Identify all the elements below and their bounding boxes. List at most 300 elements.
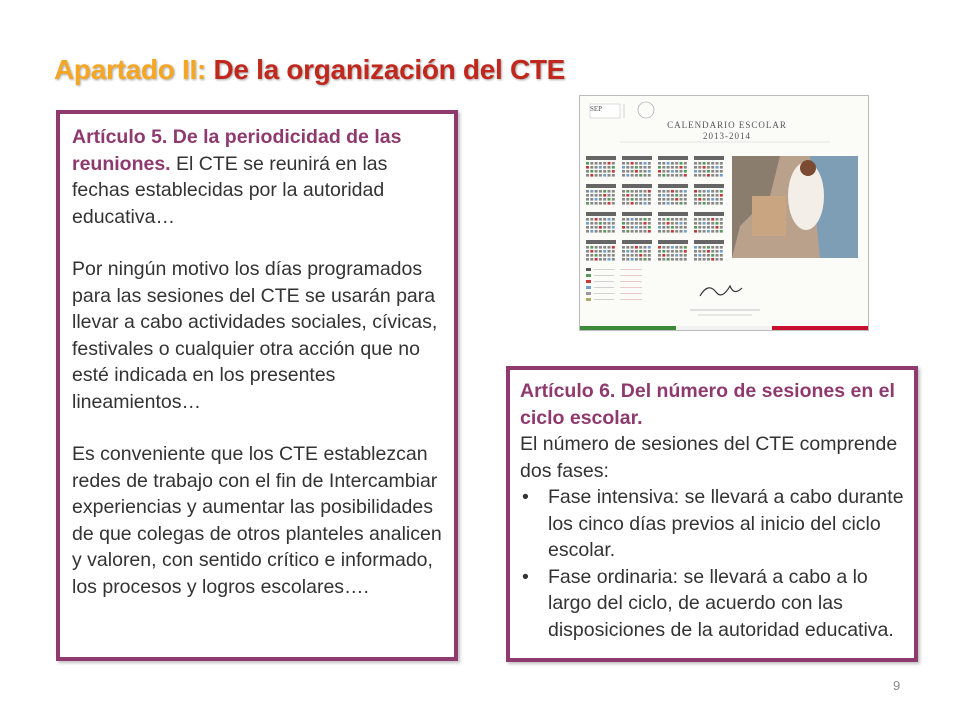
calendar-title-line1: CALENDARIO ESCOLAR — [667, 120, 787, 130]
calendar-day-cell — [626, 226, 629, 229]
calendar-day-cell — [590, 250, 593, 253]
calendar-day-cell — [603, 194, 606, 197]
calendar-day-cell — [658, 226, 661, 229]
calendar-day-cell — [720, 190, 723, 193]
calendar-day-cell — [595, 194, 598, 197]
calendar-day-cell — [608, 198, 611, 201]
calendar-day-cell — [595, 202, 598, 205]
calendar-day-cell — [608, 190, 611, 193]
calendar-day-cell — [703, 230, 706, 233]
calendar-day-cell — [694, 226, 697, 229]
calendar-day-cell — [639, 246, 642, 249]
calendar-day-cell — [631, 218, 634, 221]
calendar-day-cell — [644, 218, 647, 221]
calendar-day-cell — [595, 230, 598, 233]
calendar-day-cell — [631, 246, 634, 249]
calendar-day-cell — [716, 190, 719, 193]
calendar-month-header — [586, 212, 616, 216]
calendar-day-cell — [667, 218, 670, 221]
calendar-day-cell — [644, 162, 647, 165]
calendar-day-cell — [667, 202, 670, 205]
calendar-legend-swatch — [586, 280, 591, 283]
calendar-day-cell — [599, 222, 602, 225]
calendar-day-cell — [707, 258, 710, 261]
calendar-day-cell — [631, 170, 634, 173]
calendar-day-cell — [698, 166, 701, 169]
calendar-day-cell — [662, 258, 665, 261]
calendar-day-cell — [675, 166, 678, 169]
calendar-day-cell — [590, 170, 593, 173]
calendar-day-cell — [644, 222, 647, 225]
article-6-box — [506, 366, 918, 662]
calendar-day-cell — [631, 190, 634, 193]
calendar-day-cell — [698, 254, 701, 257]
calendar-day-cell — [595, 190, 598, 193]
calendar-day-cell — [648, 162, 651, 165]
calendar-day-cell — [590, 202, 593, 205]
calendar-day-cell — [603, 162, 606, 165]
article-5-paragraph-3: Es conveniente que los CTE establezcan redes de trabajo con el fin de Intercambiar experiencias y aumentar las posibilidades de que colegas de otros planteles analicen y valoren, con sentido crítico e informado, los procesos y logros escolares…. — [72, 443, 442, 598]
calendar-day-cell — [603, 258, 606, 261]
calendar-day-cell — [612, 162, 615, 165]
calendar-month-header — [694, 240, 724, 244]
calendar-day-cell — [707, 246, 710, 249]
calendar-day-cell — [703, 198, 706, 201]
calendar-day-cell — [631, 230, 634, 233]
calendar-day-cell — [658, 162, 661, 165]
calendar-day-cell — [703, 222, 706, 225]
article-5-box — [56, 110, 458, 661]
calendar-day-cell — [631, 254, 634, 257]
calendar-day-cell — [711, 194, 714, 197]
calendar-day-cell — [671, 174, 674, 177]
calendar-day-cell — [626, 202, 629, 205]
calendar-day-cell — [662, 202, 665, 205]
calendar-legend-swatch — [586, 268, 591, 271]
calendar-day-cell — [698, 194, 701, 197]
calendar-day-cell — [608, 194, 611, 197]
calendar-day-cell — [707, 226, 710, 229]
calendar-day-cell — [622, 226, 625, 229]
calendar-day-cell — [590, 222, 593, 225]
calendar-day-cell — [716, 254, 719, 257]
calendar-day-cell — [658, 258, 661, 261]
article-6-bullet-intensiva — [520, 484, 904, 564]
article-5-heading: Artículo 5. De la periodicidad de las reuniones. — [72, 126, 402, 175]
calendar-day-cell — [694, 254, 697, 257]
calendar-day-cell — [599, 170, 602, 173]
calendar-day-cell — [684, 222, 687, 225]
calendar-day-cell — [711, 222, 714, 225]
calendar-day-cell — [675, 222, 678, 225]
calendar-day-cell — [586, 230, 589, 233]
calendar-day-cell — [711, 230, 714, 233]
calendar-day-cell — [684, 230, 687, 233]
calendar-day-cell — [720, 222, 723, 225]
calendar-day-cell — [703, 250, 706, 253]
calendar-day-cell — [586, 170, 589, 173]
calendar-day-cell — [667, 170, 670, 173]
calendar-day-cell — [675, 246, 678, 249]
calendar-day-cell — [703, 174, 706, 177]
calendar-day-cell — [644, 258, 647, 261]
calendar-day-cell — [680, 194, 683, 197]
calendar-day-cell — [675, 194, 678, 197]
article-6-heading: Artículo 6. Del número de sesiones en el ciclo escolar. — [520, 380, 895, 429]
calendar-day-cell — [675, 230, 678, 233]
calendar-day-cell — [635, 170, 638, 173]
calendar-day-cell — [590, 226, 593, 229]
calendar-day-cell — [626, 162, 629, 165]
calendar-day-cell — [639, 190, 642, 193]
calendar-day-cell — [631, 258, 634, 261]
calendar-day-cell — [635, 258, 638, 261]
calendar-day-cell — [720, 202, 723, 205]
calendar-day-cell — [720, 194, 723, 197]
calendar-day-cell — [716, 258, 719, 261]
calendar-day-cell — [658, 222, 661, 225]
calendar-day-cell — [622, 254, 625, 257]
calendar-day-cell — [639, 170, 642, 173]
calendar-day-cell — [599, 174, 602, 177]
calendar-day-cell — [716, 218, 719, 221]
calendar-day-cell — [694, 162, 697, 165]
calendar-day-cell — [612, 254, 615, 257]
calendar-day-cell — [586, 202, 589, 205]
calendar-day-cell — [590, 254, 593, 257]
calendar-day-cell — [608, 162, 611, 165]
calendar-day-cell — [595, 222, 598, 225]
calendar-legend-swatch — [586, 274, 591, 277]
calendar-day-cell — [639, 202, 642, 205]
calendar-day-cell — [631, 162, 634, 165]
title-prefix: Apartado II: — [54, 54, 206, 85]
calendar-day-cell — [599, 250, 602, 253]
calendar-day-cell — [694, 198, 697, 201]
calendar-day-cell — [711, 174, 714, 177]
calendar-day-cell — [626, 246, 629, 249]
calendar-day-cell — [703, 166, 706, 169]
calendar-day-cell — [703, 226, 706, 229]
calendar-day-cell — [622, 202, 625, 205]
calendar-day-cell — [694, 258, 697, 261]
calendar-day-cell — [707, 190, 710, 193]
calendar-day-cell — [631, 202, 634, 205]
calendar-month-header — [586, 156, 616, 160]
calendar-day-cell — [720, 250, 723, 253]
calendar-day-cell — [644, 190, 647, 193]
calendar-day-cell — [644, 246, 647, 249]
calendar-day-cell — [680, 258, 683, 261]
calendar-day-cell — [612, 250, 615, 253]
calendar-day-cell — [662, 194, 665, 197]
calendar-day-cell — [599, 194, 602, 197]
calendar-day-cell — [694, 222, 697, 225]
calendar-day-cell — [622, 250, 625, 253]
calendar-day-cell — [603, 230, 606, 233]
calendar-month-header — [622, 212, 652, 216]
calendar-day-cell — [662, 222, 665, 225]
calendar-day-cell — [622, 218, 625, 221]
calendar-day-cell — [595, 170, 598, 173]
calendar-day-cell — [698, 246, 701, 249]
calendar-day-cell — [694, 246, 697, 249]
calendar-day-cell — [595, 166, 598, 169]
calendar-day-cell — [639, 162, 642, 165]
calendar-month-header — [658, 240, 688, 244]
calendar-day-cell — [626, 198, 629, 201]
calendar-day-cell — [608, 166, 611, 169]
calendar-month-header — [694, 212, 724, 216]
calendar-day-cell — [671, 226, 674, 229]
calendar-day-cell — [639, 222, 642, 225]
calendar-day-cell — [586, 250, 589, 253]
calendar-day-cell — [698, 250, 701, 253]
calendar-day-cell — [635, 222, 638, 225]
calendar-day-cell — [662, 198, 665, 201]
article-6-list — [520, 484, 904, 643]
calendar-day-cell — [595, 174, 598, 177]
calendar-day-cell — [648, 230, 651, 233]
calendar-day-cell — [711, 162, 714, 165]
calendar-day-cell — [644, 230, 647, 233]
calendar-day-cell — [675, 218, 678, 221]
calendar-day-cell — [667, 174, 670, 177]
calendar-day-cell — [590, 174, 593, 177]
calendar-day-cell — [590, 246, 593, 249]
calendar-day-cell — [590, 162, 593, 165]
calendar-day-cell — [675, 190, 678, 193]
calendar-day-cell — [698, 226, 701, 229]
calendar-day-cell — [680, 166, 683, 169]
calendar-day-cell — [626, 170, 629, 173]
calendar-day-cell — [716, 246, 719, 249]
calendar-day-cell — [612, 202, 615, 205]
calendar-day-cell — [626, 222, 629, 225]
calendar-day-cell — [675, 202, 678, 205]
calendar-day-cell — [635, 190, 638, 193]
bullet-text: Fase ordinaria: se llevará a cabo a lo largo del ciclo, de acuerdo con las disposiciones de la autoridad educativa. — [548, 565, 894, 641]
calendar-day-cell — [694, 170, 697, 173]
calendar-day-cell — [612, 170, 615, 173]
calendar-day-cell — [631, 194, 634, 197]
calendar-day-cell — [590, 194, 593, 197]
calendar-day-cell — [707, 198, 710, 201]
calendar-day-cell — [694, 202, 697, 205]
article-6-bullet-ordinaria — [520, 564, 904, 644]
calendar-day-cell — [635, 166, 638, 169]
calendar-day-cell — [608, 222, 611, 225]
calendar-day-cell — [680, 226, 683, 229]
calendar-day-cell — [675, 250, 678, 253]
calendar-day-cell — [658, 202, 661, 205]
calendar-day-cell — [644, 170, 647, 173]
calendar-day-cell — [707, 230, 710, 233]
calendar-day-cell — [639, 230, 642, 233]
calendar-day-cell — [662, 246, 665, 249]
calendar-day-cell — [680, 230, 683, 233]
calendar-day-cell — [626, 166, 629, 169]
calendar-day-cell — [612, 198, 615, 201]
calendar-day-cell — [648, 166, 651, 169]
calendar-day-cell — [603, 254, 606, 257]
calendar-day-cell — [694, 230, 697, 233]
calendar-day-cell — [671, 162, 674, 165]
calendar-day-cell — [671, 254, 674, 257]
calendar-day-cell — [622, 230, 625, 233]
calendar-day-cell — [603, 226, 606, 229]
calendar-month-header — [694, 156, 724, 160]
calendar-day-cell — [675, 258, 678, 261]
calendar-day-cell — [703, 194, 706, 197]
calendar-day-cell — [644, 174, 647, 177]
calendar-day-cell — [707, 202, 710, 205]
calendar-day-cell — [626, 250, 629, 253]
calendar-month-header — [658, 212, 688, 216]
page-number: 9 — [893, 678, 901, 693]
calendar-day-cell — [586, 166, 589, 169]
calendar-day-cell — [599, 226, 602, 229]
calendar-day-cell — [631, 226, 634, 229]
calendar-day-cell — [590, 218, 593, 221]
calendar-day-cell — [667, 254, 670, 257]
calendar-day-cell — [639, 218, 642, 221]
calendar-day-cell — [703, 258, 706, 261]
calendar-day-cell — [707, 166, 710, 169]
calendar-day-cell — [703, 190, 706, 193]
calendar-day-cell — [635, 246, 638, 249]
calendar-day-cell — [707, 218, 710, 221]
calendar-day-cell — [671, 166, 674, 169]
calendar-day-cell — [684, 198, 687, 201]
calendar-day-cell — [675, 174, 678, 177]
calendar-day-cell — [667, 162, 670, 165]
calendar-day-cell — [667, 246, 670, 249]
calendar-day-cell — [698, 162, 701, 165]
calendar-day-cell — [639, 166, 642, 169]
calendar-day-cell — [648, 250, 651, 253]
calendar-day-cell — [720, 230, 723, 233]
calendar-day-cell — [590, 166, 593, 169]
calendar-day-cell — [599, 166, 602, 169]
calendar-day-cell — [612, 218, 615, 221]
calendar-day-cell — [603, 202, 606, 205]
calendar-day-cell — [626, 258, 629, 261]
calendar-day-cell — [694, 190, 697, 193]
calendar-day-cell — [662, 162, 665, 165]
calendar-day-cell — [720, 226, 723, 229]
calendar-day-cell — [658, 194, 661, 197]
calendar-day-cell — [662, 226, 665, 229]
calendar-month-header — [694, 184, 724, 188]
calendar-day-cell — [707, 170, 710, 173]
calendar-day-cell — [595, 198, 598, 201]
calendar-day-cell — [680, 246, 683, 249]
calendar-day-cell — [586, 226, 589, 229]
calendar-day-cell — [707, 174, 710, 177]
calendar-day-cell — [662, 170, 665, 173]
sep-logo: SEP — [590, 105, 603, 113]
calendar-day-cell — [698, 170, 701, 173]
calendar-day-cell — [716, 174, 719, 177]
calendar-day-cell — [608, 226, 611, 229]
calendar-day-cell — [684, 202, 687, 205]
calendar-title — [652, 120, 802, 142]
flag-stripe-white — [676, 326, 772, 330]
calendar-day-cell — [675, 254, 678, 257]
calendar-day-cell — [711, 198, 714, 201]
calendar-day-cell — [648, 258, 651, 261]
calendar-day-cell — [671, 258, 674, 261]
bullet-marker: • — [522, 486, 529, 508]
calendar-day-cell — [667, 190, 670, 193]
calendar-legend-swatch — [586, 298, 591, 301]
calendar-day-cell — [635, 226, 638, 229]
calendar-day-cell — [671, 246, 674, 249]
page-title — [54, 54, 565, 86]
calendar-day-cell — [586, 198, 589, 201]
calendar-day-cell — [586, 194, 589, 197]
calendar-day-cell — [707, 162, 710, 165]
calendar-day-cell — [612, 246, 615, 249]
calendar-day-cell — [684, 190, 687, 193]
calendar-day-cell — [586, 222, 589, 225]
calendar-day-cell — [612, 258, 615, 261]
calendar-day-cell — [622, 174, 625, 177]
calendar-day-cell — [720, 246, 723, 249]
calendar-day-cell — [658, 170, 661, 173]
calendar-day-cell — [698, 230, 701, 233]
calendar-day-cell — [667, 166, 670, 169]
calendar-day-cell — [644, 250, 647, 253]
calendar-day-cell — [599, 218, 602, 221]
calendar-day-cell — [680, 174, 683, 177]
calendar-day-cell — [684, 226, 687, 229]
calendar-day-cell — [675, 226, 678, 229]
calendar-day-cell — [684, 174, 687, 177]
calendar-day-cell — [639, 258, 642, 261]
calendar-day-cell — [622, 258, 625, 261]
calendar-day-cell — [622, 162, 625, 165]
calendar-day-cell — [716, 226, 719, 229]
calendar-day-cell — [626, 218, 629, 221]
calendar-day-cell — [684, 258, 687, 261]
calendar-day-cell — [703, 218, 706, 221]
calendar-day-cell — [671, 250, 674, 253]
calendar-day-cell — [599, 258, 602, 261]
calendar-day-cell — [680, 202, 683, 205]
calendar-day-cell — [648, 202, 651, 205]
calendar-day-cell — [599, 230, 602, 233]
calendar-day-cell — [684, 194, 687, 197]
calendar-day-cell — [707, 250, 710, 253]
calendar-day-cell — [720, 162, 723, 165]
calendar-day-cell — [716, 194, 719, 197]
calendar-day-cell — [648, 222, 651, 225]
calendar-day-cell — [603, 174, 606, 177]
calendar-day-cell — [644, 166, 647, 169]
calendar-day-cell — [658, 218, 661, 221]
calendar-day-cell — [720, 174, 723, 177]
calendar-day-cell — [622, 198, 625, 201]
calendar-day-cell — [680, 190, 683, 193]
calendar-day-cell — [631, 250, 634, 253]
calendar-day-cell — [711, 190, 714, 193]
calendar-day-cell — [648, 246, 651, 249]
calendar-day-cell — [626, 254, 629, 257]
calendar-day-cell — [671, 194, 674, 197]
calendar-day-cell — [603, 166, 606, 169]
